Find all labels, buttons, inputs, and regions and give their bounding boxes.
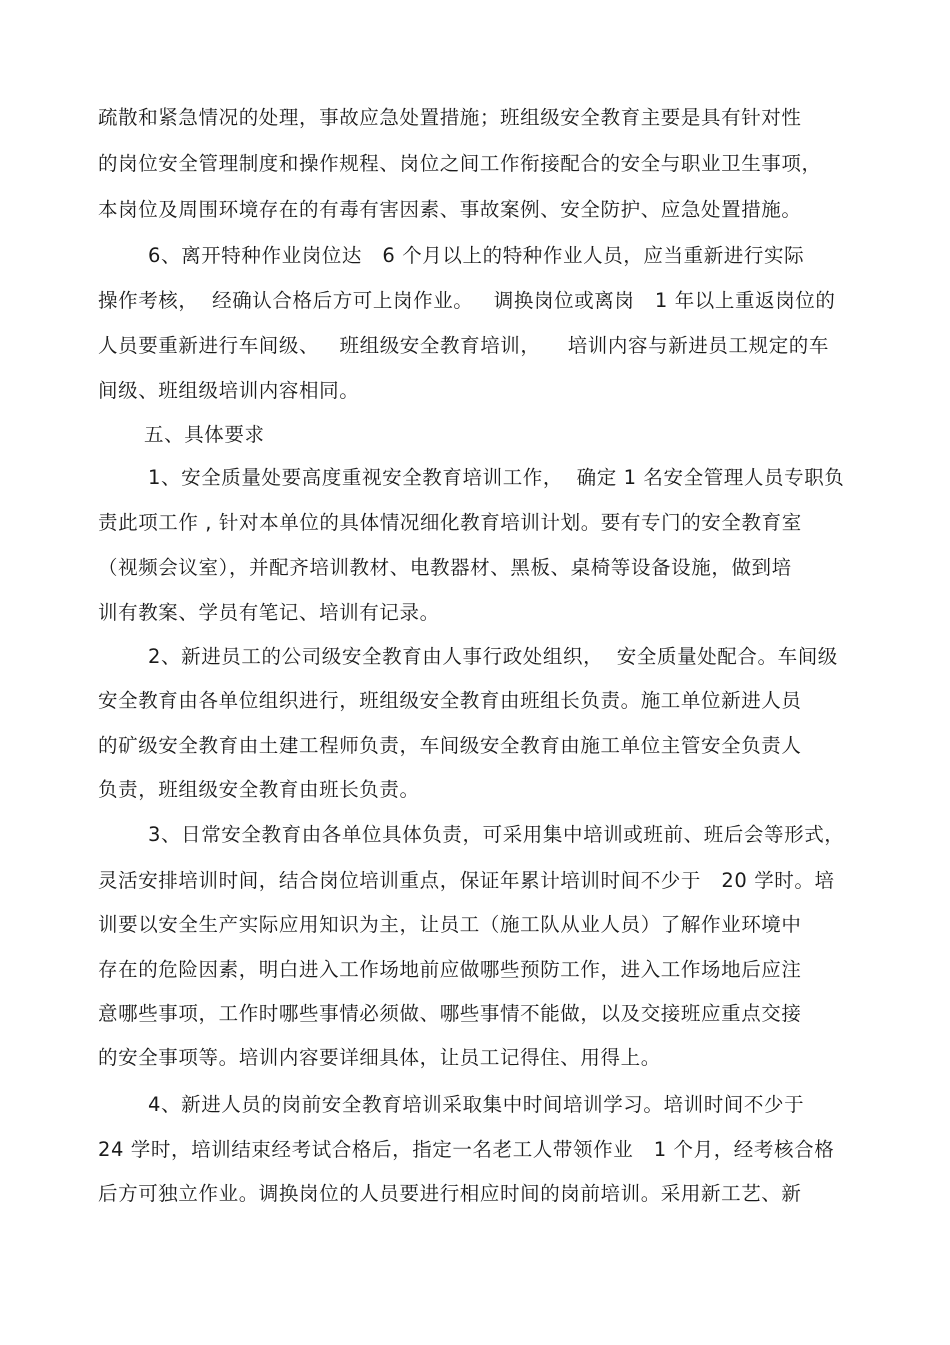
text-line: 后方可独立作业。调换岗位的人员要进行相应时间的岗前培训。采用新工艺、新: [98, 1182, 802, 1205]
text-line: 4、新进人员的岗前安全教育培训采取集中时间培训学习。培训时间不少于: [148, 1093, 805, 1116]
text-line: 训有教案、学员有笔记、培训有记录。: [98, 601, 440, 624]
text-line: 间级、班组级培训内容相同。: [98, 379, 360, 402]
text-line: 意哪些事项，工作时哪些事情必须做、哪些事情不能做，以及交接班应重点交接: [98, 1002, 802, 1025]
text-line: 的矿级安全教育由土建工程师负责，车间级安全教育由施工单位主管安全负责人: [98, 734, 802, 757]
text-line: 3、日常安全教育由各单位具体负责，可采用集中培训或班前、班后会等形式，: [148, 823, 845, 846]
text-line: 1、安全质量处要高度重视安全教育培训工作， 确定 1 名安全管理人员专职负: [148, 466, 845, 489]
text-line: 2、新进员工的公司级安全教育由人事行政处组织， 安全质量处配合。车间级: [148, 645, 838, 668]
text-line: 存在的危险因素，明白进入工作场地前应做哪些预防工作，进入工作场地后应注: [98, 958, 802, 981]
text-line: 的安全事项等。培训内容要详细具体，让员工记得住、用得上。: [98, 1046, 661, 1069]
text-line: 训要以安全生产实际应用知识为主，让员工（施工队从业人员）了解作业环境中: [98, 913, 802, 936]
text-line: 负责，班组级安全教育由班长负责。: [98, 778, 420, 801]
section-heading: 五、具体要求: [144, 423, 265, 446]
text-line: （视频会议室），并配齐培训教材、电教器材、黑板、桌椅等设备设施，做到培: [98, 556, 792, 579]
text-line: 的岗位安全管理制度和操作规程、岗位之间工作衔接配合的安全与职业卫生事项，: [98, 152, 822, 175]
text-line: 操作考核， 经确认合格后方可上岗作业。 调换岗位或离岗 1 年以上重返岗位的: [98, 289, 836, 312]
text-line: 灵活安排培训时间，结合岗位培训重点，保证年累计培训时间不少于 20 学时。培: [98, 869, 835, 892]
text-line: 6、离开特种作业岗位达 6 个月以上的特种作业人员，应当重新进行实际: [148, 244, 805, 267]
text-line: 责此项工作 , 针对本单位的具体情况细化教育培训计划。要有专门的安全教育室: [98, 511, 802, 534]
text-line: 安全教育由各单位组织进行，班组级安全教育由班组长负责。施工单位新进人员: [98, 689, 802, 712]
text-line: 24 学时，培训结束经考试合格后，指定一名老工人带领作业 1 个月，经考核合格: [98, 1138, 835, 1161]
text-line: 人员要重新进行车间级、 班组级安全教育培训， 培训内容与新进员工规定的车: [98, 334, 829, 357]
text-line: 本岗位及周围环境存在的有毒有害因素、事故案例、安全防护、应急处置措施。: [98, 198, 802, 221]
text-line: 疏散和紧急情况的处理，事故应急处置措施；班组级安全教育主要是具有针对性: [98, 106, 802, 129]
